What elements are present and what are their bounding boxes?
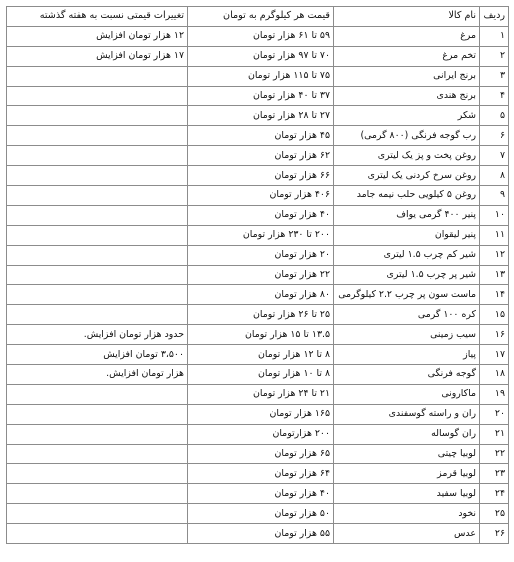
cell-price: ۸ تا ۱۰ هزار تومان — [188, 365, 334, 385]
table-row — [7, 106, 509, 126]
cell-weekly-change — [7, 504, 188, 524]
cell-row-number: ۲۵ — [480, 504, 509, 524]
cell-row-number: ۵ — [480, 106, 509, 126]
header-price-per-kg: قیمت هر کیلوگرم به تومان — [188, 7, 334, 27]
cell-weekly-change — [7, 205, 188, 225]
cell-row-number: ۳ — [480, 66, 509, 86]
cell-row-number: ۱ — [480, 26, 509, 46]
table-row — [7, 464, 509, 484]
table-row — [7, 265, 509, 285]
cell-row-number: ۶ — [480, 126, 509, 146]
cell-weekly-change — [7, 444, 188, 464]
cell-row-number: ۱۸ — [480, 365, 509, 385]
cell-weekly-change: ۱۷ هزار تومان افزایش — [7, 46, 188, 66]
table-row — [7, 305, 509, 325]
cell-item-name: شیر کم چرب ۱.۵ لیتری — [334, 245, 480, 265]
cell-price: ۴۵ هزار تومان — [188, 126, 334, 146]
cell-price: ۲۵ تا ۲۶ هزار تومان — [188, 305, 334, 325]
cell-weekly-change — [7, 265, 188, 285]
cell-row-number: ۱۷ — [480, 345, 509, 365]
cell-price: ۲۰۰ هزارتومان — [188, 424, 334, 444]
cell-row-number: ۱۳ — [480, 265, 509, 285]
cell-item-name: لوبیا چیتی — [334, 444, 480, 464]
cell-row-number: ۱۱ — [480, 225, 509, 245]
cell-weekly-change — [7, 464, 188, 484]
cell-item-name: برنج هندی — [334, 86, 480, 106]
cell-price: ۵۹ تا ۶۱ هزار تومان — [188, 26, 334, 46]
cell-weekly-change — [7, 424, 188, 444]
table-row — [7, 504, 509, 524]
cell-weekly-change — [7, 225, 188, 245]
cell-weekly-change — [7, 106, 188, 126]
cell-item-name: عدس — [334, 524, 480, 544]
cell-row-number: ۱۹ — [480, 384, 509, 404]
table-row — [7, 384, 509, 404]
cell-item-name: پیاز — [334, 345, 480, 365]
cell-item-name: روغن پخت و پز یک لیتری — [334, 146, 480, 166]
cell-item-name: تخم مرغ — [334, 46, 480, 66]
cell-row-number: ۲۶ — [480, 524, 509, 544]
cell-item-name: پنیر ۴۰۰ گرمی یواف — [334, 205, 480, 225]
cell-item-name: کره ۱۰۰ گرمی — [334, 305, 480, 325]
cell-weekly-change — [7, 126, 188, 146]
cell-price: ۸۰ هزار تومان — [188, 285, 334, 305]
cell-weekly-change — [7, 146, 188, 166]
cell-item-name: ماست سون پر چرب ۲.۲ کیلوگرمی — [334, 285, 480, 305]
cell-item-name: برنج ایرانی — [334, 66, 480, 86]
cell-price: ۵۵ هزار تومان — [188, 524, 334, 544]
cell-item-name: گوجه فرنگی — [334, 365, 480, 385]
cell-row-number: ۱۲ — [480, 245, 509, 265]
cell-price: ۱۶۵ هزار تومان — [188, 404, 334, 424]
cell-weekly-change — [7, 305, 188, 325]
table-body — [7, 26, 509, 543]
cell-price: ۶۶ هزار تومان — [188, 166, 334, 186]
cell-item-name: پنیر لیقوان — [334, 225, 480, 245]
cell-weekly-change: حدود هزار تومان افزایش. — [7, 325, 188, 345]
cell-item-name: نخود — [334, 504, 480, 524]
cell-weekly-change — [7, 524, 188, 544]
table-row — [7, 524, 509, 544]
cell-row-number: ۴ — [480, 86, 509, 106]
cell-price: ۷۵ تا ۱۱۵ هزار تومان — [188, 66, 334, 86]
cell-weekly-change — [7, 484, 188, 504]
header-item-name: نام کالا — [334, 7, 480, 27]
cell-item-name: روغن ۵ کیلویی حلب نیمه جامد — [334, 186, 480, 206]
cell-row-number: ۲ — [480, 46, 509, 66]
cell-price: ۴۰ هزار تومان — [188, 484, 334, 504]
cell-price: ۶۲ هزار تومان — [188, 146, 334, 166]
table-row — [7, 345, 509, 365]
cell-price: ۶۵ هزار تومان — [188, 444, 334, 464]
cell-weekly-change — [7, 404, 188, 424]
cell-price: ۲۰۰ تا ۲۳۰ هزار تومان — [188, 225, 334, 245]
header-weekly-change: تغییرات قیمتی نسبت به هفته گذشته — [7, 7, 188, 27]
cell-price: ۸ تا ۱۲ هزار تومان — [188, 345, 334, 365]
cell-item-name: ران گوساله — [334, 424, 480, 444]
cell-row-number: ۸ — [480, 166, 509, 186]
cell-row-number: ۲۲ — [480, 444, 509, 464]
table-row — [7, 484, 509, 504]
cell-price: ۲۲ هزار تومان — [188, 265, 334, 285]
cell-weekly-change — [7, 384, 188, 404]
table-row — [7, 325, 509, 345]
table-row — [7, 225, 509, 245]
table-row — [7, 126, 509, 146]
cell-weekly-change — [7, 245, 188, 265]
cell-item-name: لوبیا قرمز — [334, 464, 480, 484]
cell-item-name: سیب زمینی — [334, 325, 480, 345]
cell-item-name: مرغ — [334, 26, 480, 46]
cell-weekly-change — [7, 186, 188, 206]
cell-price: ۱۳.۵ تا ۱۵ هزار تومان — [188, 325, 334, 345]
table-row — [7, 444, 509, 464]
cell-price: ۶۴ هزار تومان — [188, 464, 334, 484]
table-row — [7, 186, 509, 206]
cell-row-number: ۱۶ — [480, 325, 509, 345]
cell-item-name: ماکارونی — [334, 384, 480, 404]
cell-item-name: روغن سرخ کردنی یک لیتری — [334, 166, 480, 186]
cell-row-number: ۱۵ — [480, 305, 509, 325]
table-row — [7, 166, 509, 186]
cell-price: ۲۰ هزار تومان — [188, 245, 334, 265]
cell-item-name: شکر — [334, 106, 480, 126]
table-row — [7, 205, 509, 225]
cell-item-name: ران و راسته گوسفندی — [334, 404, 480, 424]
table-row — [7, 86, 509, 106]
cell-row-number: ۲۴ — [480, 484, 509, 504]
cell-price: ۵۰ هزار تومان — [188, 504, 334, 524]
cell-weekly-change: هزار تومان افزایش. — [7, 365, 188, 385]
table-row — [7, 46, 509, 66]
cell-item-name: لوبیا سفید — [334, 484, 480, 504]
header-row-number: ردیف — [480, 7, 509, 27]
cell-row-number: ۲۰ — [480, 404, 509, 424]
cell-price: ۲۷ تا ۲۸ هزار تومان — [188, 106, 334, 126]
cell-price: ۷۰ تا ۹۷ هزار تومان — [188, 46, 334, 66]
table-row — [7, 365, 509, 385]
cell-price: ۲۱ تا ۲۴ هزار تومان — [188, 384, 334, 404]
cell-weekly-change — [7, 66, 188, 86]
table-row — [7, 245, 509, 265]
table-row — [7, 146, 509, 166]
cell-row-number: ۷ — [480, 146, 509, 166]
cell-weekly-change: ۱۲ هزار تومان افزایش — [7, 26, 188, 46]
cell-weekly-change — [7, 86, 188, 106]
table-row — [7, 66, 509, 86]
cell-row-number: ۱۴ — [480, 285, 509, 305]
cell-weekly-change — [7, 166, 188, 186]
table-row — [7, 26, 509, 46]
cell-item-name: شیر پر چرب ۱.۵ لیتری — [334, 265, 480, 285]
cell-price: ۴۰ هزار تومان — [188, 205, 334, 225]
cell-price: ۴۰۶ هزار تومان — [188, 186, 334, 206]
cell-row-number: ۲۳ — [480, 464, 509, 484]
cell-row-number: ۱۰ — [480, 205, 509, 225]
cell-row-number: ۲۱ — [480, 424, 509, 444]
price-table — [6, 6, 509, 544]
cell-weekly-change: ۳،۵۰۰ تومان افزایش — [7, 345, 188, 365]
cell-price: ۳۷ تا ۴۰ هزار تومان — [188, 86, 334, 106]
table-header-row — [7, 7, 509, 27]
table-row — [7, 424, 509, 444]
cell-row-number: ۹ — [480, 186, 509, 206]
cell-item-name: رب گوجه فرنگی (۸۰۰ گرمی) — [334, 126, 480, 146]
table-row — [7, 404, 509, 424]
table-row — [7, 285, 509, 305]
cell-weekly-change — [7, 285, 188, 305]
